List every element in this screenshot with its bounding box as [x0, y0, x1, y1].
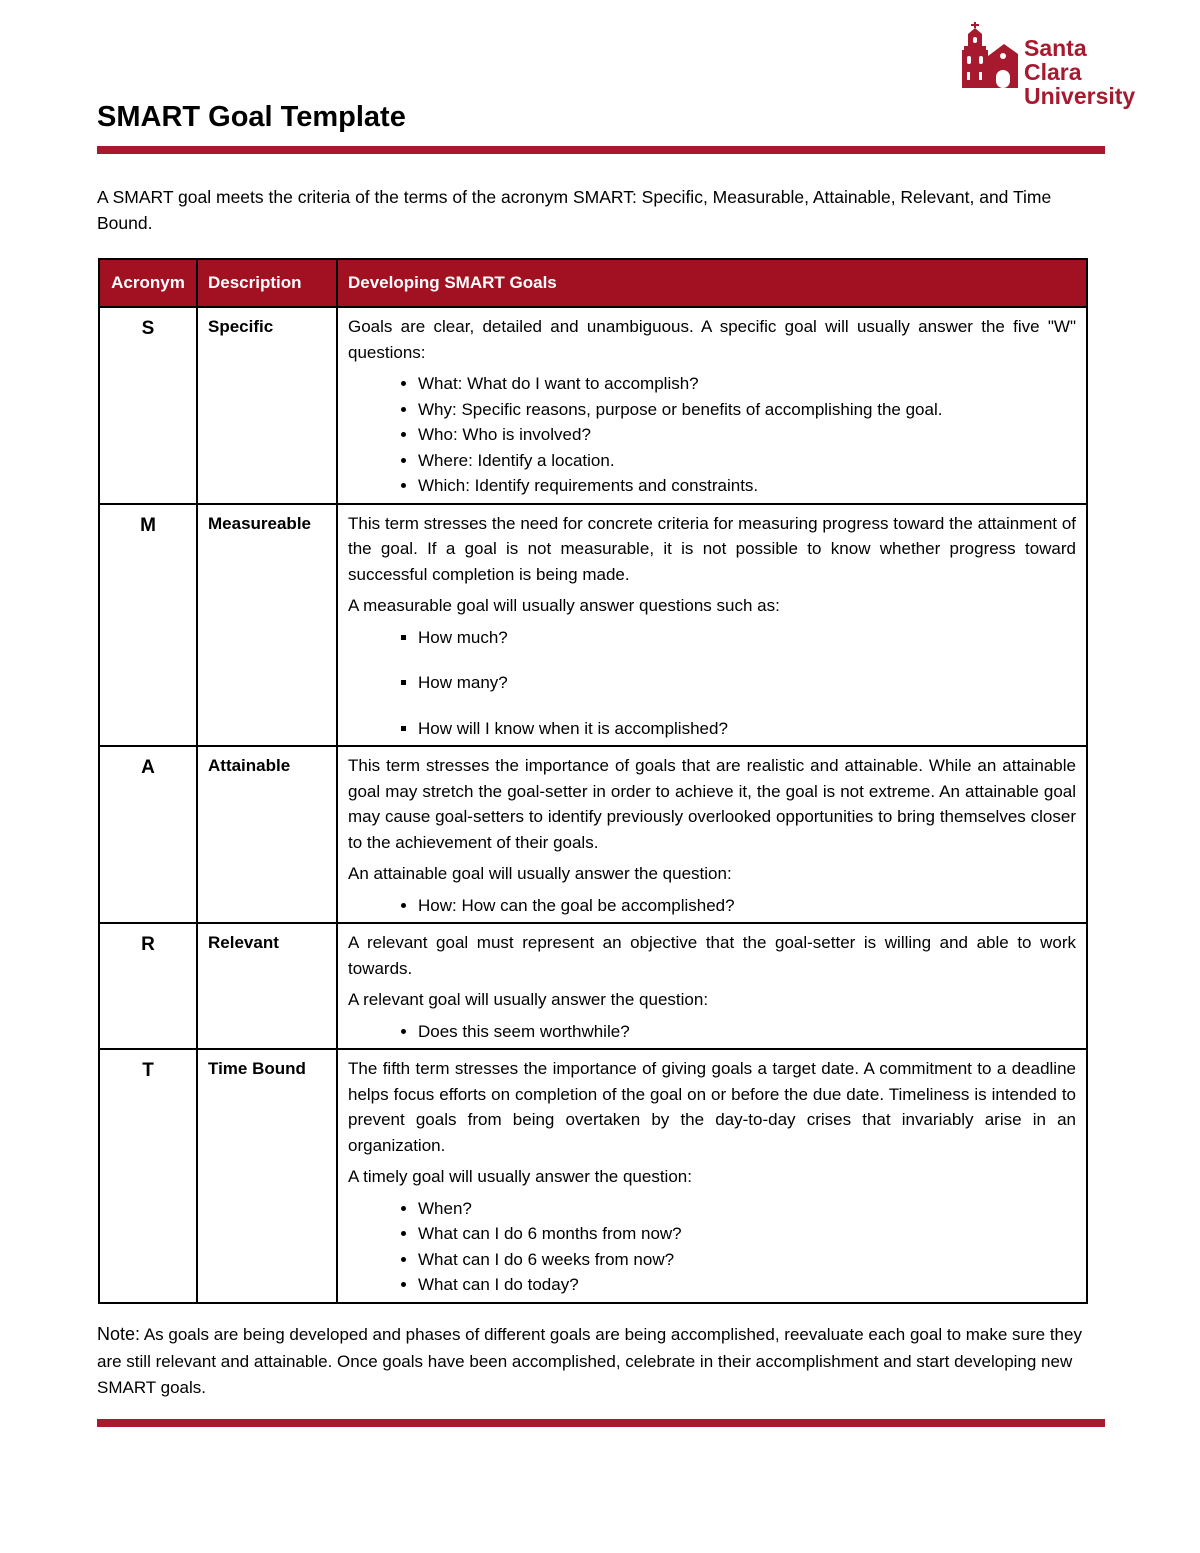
term-details — [337, 923, 1087, 1049]
list-item: • What: What do I want to accomplish? — [418, 371, 1076, 397]
intro-text: A SMART goal meets the criteria of the terms of the acronym SMART: Specific, Measurable, Attainable, Relevant, and Time Bound. — [97, 187, 1052, 233]
note-text: As goals are being developed and phases of different goals are being accomplished, reevaluate each goal to make sure they are still relevant and attainable. Once goals have been accomplished, celebrate in their accomplishment and start developing new SMART goals. — [97, 1325, 1082, 1397]
note-paragraph — [97, 1321, 1105, 1402]
table-row-time-bound — [99, 1049, 1087, 1303]
term-details — [337, 1049, 1087, 1303]
page-title: SMART Goal Template — [97, 101, 406, 133]
column-header-description: Description — [197, 259, 337, 307]
term-label: Attainable — [197, 746, 337, 923]
term-paragraph: A relevant goal will usually answer the question: — [348, 990, 709, 1009]
term-paragraph: This term stresses the need for concrete criteria for measuring progress toward the attainment of the goal. If a goal is not measurable, it is not possible to know whether progress toward successful completion is being made. — [348, 513, 1076, 584]
question-list — [348, 1019, 1076, 1045]
term-details — [337, 504, 1087, 747]
smart-table — [98, 258, 1088, 1304]
term-details — [337, 307, 1087, 504]
acronym-letter: M — [99, 504, 197, 747]
table-header-row — [99, 259, 1087, 307]
acronym-letter: A — [99, 746, 197, 923]
term-paragraph: A timely goal will usually answer the question: — [348, 1167, 692, 1186]
list-item: ▪ How much? — [418, 625, 1076, 671]
term-label: Relevant — [197, 923, 337, 1049]
list-item: • Which: Identify requirements and constraints. — [418, 473, 1076, 499]
list-item: • What can I do 6 months from now? — [418, 1221, 1076, 1247]
list-item: • How: How can the goal be accomplished? — [418, 893, 1076, 919]
table-row-attainable — [99, 746, 1087, 923]
logo-line-1: Santa Clara — [1024, 35, 1087, 85]
list-item: • Why: Specific reasons, purpose or benefits of accomplishing the goal. — [418, 397, 1076, 423]
term-paragraph: A measurable goal will usually answer questions such as: — [348, 596, 780, 615]
term-paragraph: Goals are clear, detailed and unambiguous. A specific goal will usually answer the five "W" questions: — [348, 317, 1076, 362]
question-list — [348, 625, 1076, 742]
term-paragraph: This term stresses the importance of goals that are realistic and attainable. While an attainable goal may stretch the goal-setter in order to achieve it, the goal is not extreme. An attainable goal may cause goal-setters to identify previously overlooked opportunities to bring themselves closer to the achievement of their goals. — [348, 756, 1076, 852]
acronym-letter: S — [99, 307, 197, 504]
term-label: Measureable — [197, 504, 337, 747]
question-list — [348, 371, 1076, 499]
list-item: • What can I do 6 weeks from now? — [418, 1247, 1076, 1273]
question-list — [348, 1196, 1076, 1298]
column-header-developing: Developing SMART Goals — [337, 259, 1087, 307]
table-row-measureable — [99, 504, 1087, 747]
logo-line-2: University — [1024, 83, 1136, 109]
logo-wordmark — [1024, 36, 1148, 108]
term-label: Specific — [197, 307, 337, 504]
list-item: ▪ How many? — [418, 670, 1076, 716]
mission-church-icon — [958, 20, 1020, 92]
term-label: Time Bound — [197, 1049, 337, 1303]
list-item: • When? — [418, 1196, 1076, 1222]
term-paragraph: A relevant goal must represent an objective that the goal-setter is willing and able to work towards. — [348, 933, 1076, 978]
list-item: ▪ How will I know when it is accomplished? — [418, 716, 1076, 742]
table-row-specific — [99, 307, 1087, 504]
university-logo — [958, 20, 1148, 109]
top-divider — [97, 146, 1105, 154]
acronym-letter: R — [99, 923, 197, 1049]
term-details — [337, 746, 1087, 923]
bottom-divider — [97, 1419, 1105, 1427]
question-list — [348, 893, 1076, 919]
list-item: • Does this seem worthwhile? — [418, 1019, 1076, 1045]
list-item: • Who: Who is involved? — [418, 422, 1076, 448]
list-item: • Where: Identify a location. — [418, 448, 1076, 474]
column-header-acronym: Acronym — [99, 259, 197, 307]
term-paragraph: The fifth term stresses the importance of giving goals a target date. A commitment to a deadline helps focus efforts on completion of the goal on or before the due date. Timeliness is intended to prevent goals from being overtaken by the day-to-day crises that invariably arise in an organization. — [348, 1059, 1076, 1155]
list-item: • What can I do today? — [418, 1272, 1076, 1298]
table-row-relevant — [99, 923, 1087, 1049]
acronym-letter: T — [99, 1049, 197, 1303]
term-paragraph: An attainable goal will usually answer the question: — [348, 864, 732, 883]
note-label: Note: — [97, 1324, 141, 1344]
